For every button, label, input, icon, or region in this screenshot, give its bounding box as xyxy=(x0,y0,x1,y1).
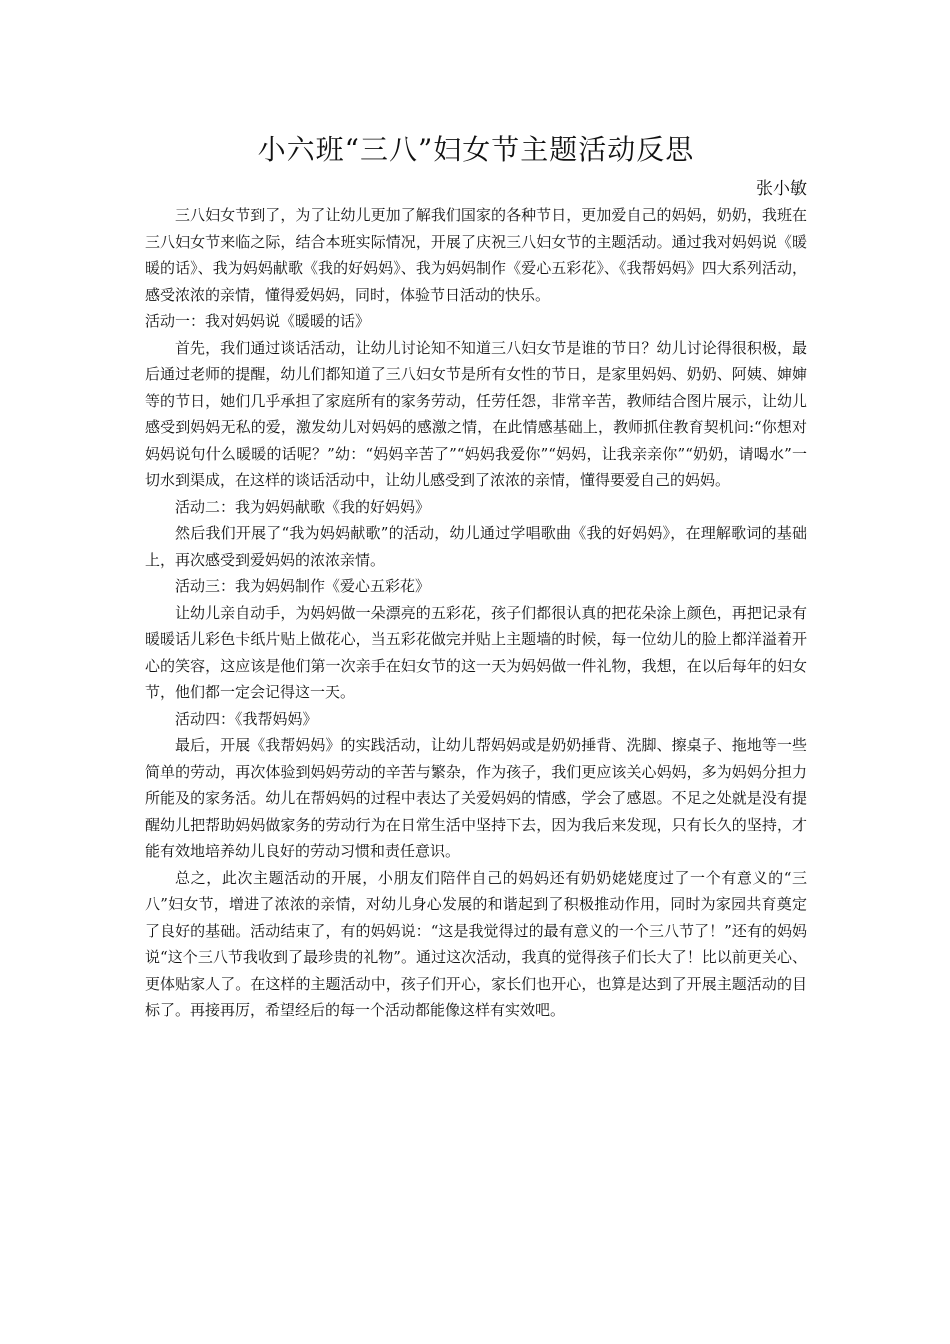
paragraph-activity-four: 最后，开展《我帮妈妈》的实践活动，让幼儿帮妈妈或是奶奶捶背、洗脚、擦桌子、拖地等一些简单的劳动，再次体验到妈妈劳动的辛苦与繁杂，作为孩子，我们更应该关心妈妈，多为妈妈分担力所能及的家务活。幼儿在帮妈妈的过程中表达了关爱妈妈的情感，学会了感恩。不足之处就是没有提醒幼儿把帮助妈妈做家务的劳动行为在日常生活中坚持下去，因为我后来发现，只有长久的坚持，才能有效地培养幼儿良好的劳动习惯和责任意识。 xyxy=(145,736,807,860)
heading-activity-four: 活动四：《我帮妈妈》 xyxy=(175,709,318,728)
paragraph-activity-one: 首先，我们通过谈话活动，让幼儿讨论知不知道三八妇女节是谁的节日？幼儿讨论得很积极，最后通过老师的提醒，幼儿们都知道了三八妇女节是所有女性的节日，是家里妈妈、奶奶、阿姨、婶婶等的节日，她们几乎承担了家庭所有的家务劳动，任劳任怨，非常辛苦，教师结合图片展示，让幼儿感受到妈妈无私的爱，激发幼儿对妈妈的感激之情，在此情感基础上，教师抓住教育契机问:“你想对妈妈说句什么暖暖的话呢？”幼：“妈妈辛苦了”“妈妈我爱你”“妈妈，让我亲亲你”“奶奶，请喝水”一切水到渠成，在这样的谈话活动中，让幼儿感受到了浓浓的亲情，懂得要爱自己的妈妈。 xyxy=(145,338,807,489)
document-page xyxy=(145,128,807,1024)
paragraph-summary: 总之，此次主题活动的开展，小朋友们陪伴自己的妈妈还有奶奶姥姥度过了一个有意义的“三八”妇女节，增进了浓浓的亲情，对幼儿身心发展的和谐起到了积极推动作用，同时为家园共育奠定了良好的基础。活动结束了，有的妈妈说：“这是我觉得过的最有意义的一个三八节了！”还有的妈妈说“这个三八节我收到了最珍贵的礼物”。通过这次活动，我真的觉得孩子们长大了！比以前更关心、更体贴家人了。在这样的主题活动中，孩子们开心，家长们也开心，也算是达到了开展主题活动的目标了。再接再厉，希望经后的每一个活动都能像这样有实效吧。 xyxy=(145,868,807,1019)
paragraph-activity-three: 让幼儿亲自动手，为妈妈做一朵漂亮的五彩花，孩子们都很认真的把花朵涂上颜色，再把记录有暖暖话儿彩色卡纸片贴上做花心，当五彩花做完并贴上主题墙的时候，每一位幼儿的脸上都洋溢着开心的笑容，这应该是他们第一次亲手在妇女节的这一天为妈妈做一件礼物，我想，在以后每年的妇女节，他们都一定会记得这一天。 xyxy=(145,603,807,701)
paragraph-activity-two: 然后我们开展了“我为妈妈献歌”的活动，幼儿通过学唱歌曲《我的好妈妈》，在理解歌词的基础上，再次感受到爱妈妈的浓浓亲情。 xyxy=(145,524,807,569)
heading-activity-one: 活动一：我对妈妈说《暖暖的话》 xyxy=(145,312,371,330)
document-title: 小六班“三八”妇女节主题活动反思 xyxy=(257,133,695,166)
author-name: 张小敏 xyxy=(756,179,807,199)
heading-activity-three: 活动三：我为妈妈制作《爱心五彩花》 xyxy=(175,577,431,595)
heading-activity-two: 活动二：我为妈妈献歌《我的好妈妈》 xyxy=(175,497,431,516)
paragraph-intro: 三八妇女节到了，为了让幼儿更加了解我们国家的各种节日，更加爱自己的妈妈，奶奶，我班在三八妇女节来临之际，结合本班实际情况，开展了庆祝三八妇女节的主题活动。通过我对妈妈说《暖暖的话》、我为妈妈献歌《我的好妈妈》、我为妈妈制作《爱心五彩花》、《我帮妈妈》四大系列活动，感受浓浓的亲情，懂得爱妈妈，同时，体验节日活动的快乐。 xyxy=(145,206,807,304)
